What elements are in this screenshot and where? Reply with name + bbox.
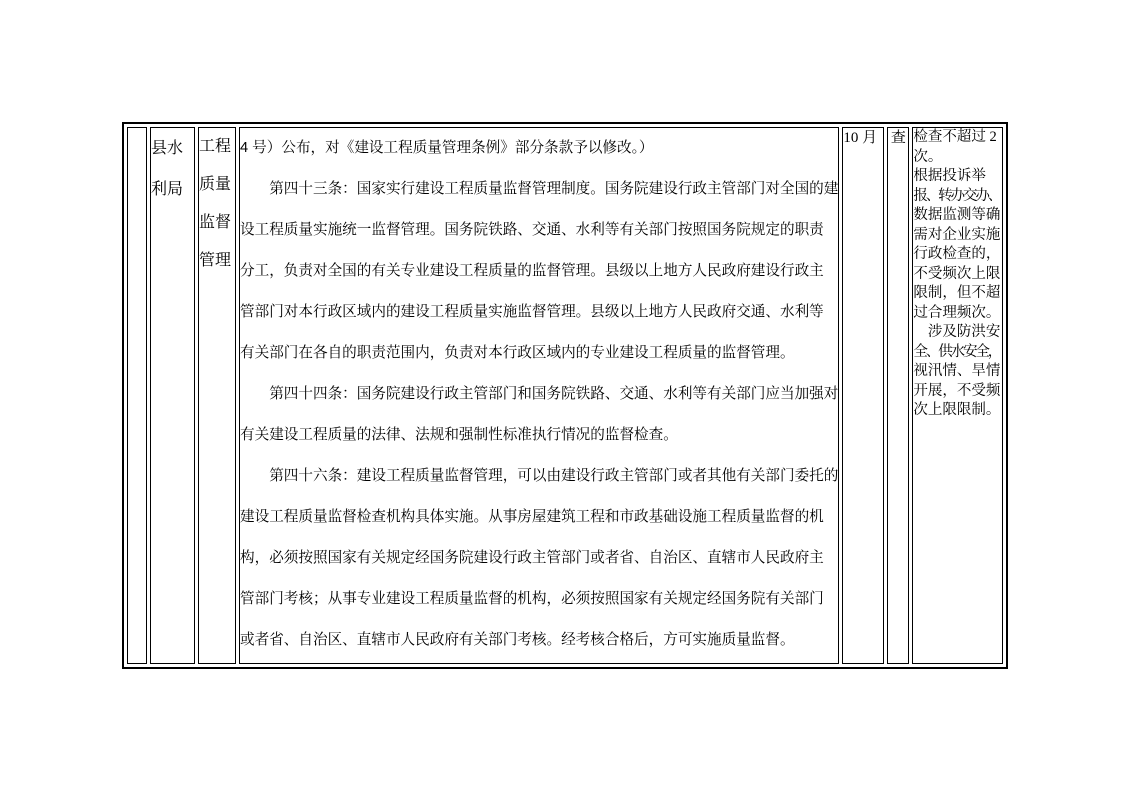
cell-inspection-method [887, 127, 909, 664]
text-line: 利局 [151, 181, 184, 198]
text-line: 质量 [199, 176, 232, 193]
text-line: 开展，不受频 [913, 382, 1001, 399]
text-line: 次上限限制。 [913, 402, 1001, 418]
text-line: 检查不超过 2 [913, 129, 997, 145]
text-line: 全、供水安全， [913, 343, 1001, 360]
text-line: 根据投诉举 [913, 168, 986, 184]
document-table [122, 122, 1008, 669]
text-line: 次。 [913, 148, 943, 165]
text-line: 或者省、自治区、直辖市人民政府有关部门考核。经考核合格后，方可实施质量监督。 [240, 632, 795, 648]
text-line: 限制，但不超 [913, 285, 1001, 301]
text-line: 数据监测等确 [913, 207, 1001, 223]
cell-legal-basis-text [239, 127, 839, 664]
text-line: 工程 [199, 138, 232, 155]
text-line: 第四十六条：建设工程质量监督管理，可以由建设行政主管部门或者其他有关部门委托的 [269, 468, 839, 484]
text-line: 行政检查的， [913, 246, 1001, 262]
text-line: 设工程质量实施统一监督管理。国务院铁路、交通、水利等有关部门按照国务院规定的职责 [240, 222, 824, 238]
text-line: 管理 [199, 252, 232, 269]
text-line: 4 号）公布，对《建设工程质量管理条例》部分条款予以修改。） [240, 140, 654, 156]
text-line: 监督 [199, 214, 232, 231]
cell-agency [150, 127, 195, 664]
text-line: 有关部门在各自的职责范围内，负责对本行政区域内的专业建设工程质量的监督管理。 [240, 345, 795, 361]
text-line: 第四十三条：国家实行建设工程质量监督管理制度。国务院建设行政主管部门对全国的建 [269, 181, 839, 197]
cell-empty [127, 127, 147, 664]
text-line: 县水 [151, 140, 184, 157]
cell-frequency-notes [912, 127, 1003, 664]
table-row [127, 127, 1003, 664]
text-line: 第四十四条：国务院建设行政主管部门和国务院铁路、交通、水利等有关部门应当加强对 [269, 386, 839, 402]
text-line: 查 [890, 130, 906, 146]
text-line: 有关建设工程质量的法律、法规和强制性标准执行情况的监督检查。 [240, 427, 678, 443]
cell-supervision-item [198, 127, 236, 664]
text-line: 过合理频次。 [913, 304, 1001, 321]
text-line: 报、转办交办、 [913, 187, 1001, 204]
text-line: 构，必须按照国家有关规定经国务院建设行政主管部门或者省、自治区、直辖市人民政府主 [240, 550, 824, 566]
text-line: 建设工程质量监督检查机构具体实施。从事房屋建筑工程和市政基础设施工程质量监督的机 [240, 509, 824, 525]
text-line: 分工，负责对全国的有关专业建设工程质量的监督管理。县级以上地方人民政府建设行政主 [240, 263, 824, 279]
text-line: 需对企业实施 [913, 226, 1001, 243]
cell-inspection-month [842, 127, 884, 664]
text-line: 管部门对本行政区域内的建设工程质量实施监督管理。县级以上地方人民政府交通、水利等 [240, 304, 824, 320]
text-line: 10 月 [843, 130, 878, 146]
text-line: 涉及防洪安 [927, 324, 1001, 340]
text-line: 不受频次上限 [913, 265, 1001, 282]
text-line: 管部门考核；从事专业建设工程质量监督的机构，必须按照国家有关规定经国务院有关部门 [240, 591, 824, 607]
text-line: 视汛情、旱情 [913, 363, 1001, 379]
